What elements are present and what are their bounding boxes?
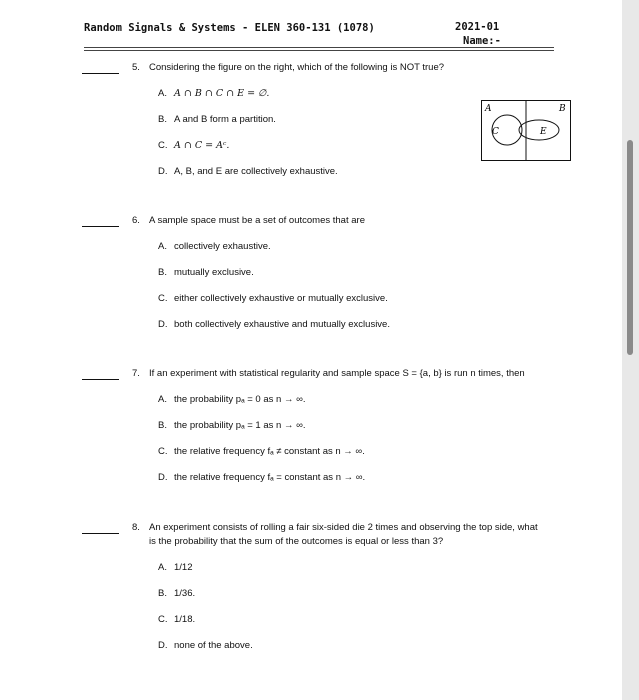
answer-blank — [82, 533, 119, 534]
set-c-label: C — [492, 127, 499, 137]
option-c — [158, 293, 388, 304]
option-text: A ∩ C = Aᶜ. — [174, 140, 230, 151]
option-text: both collectively exhaustive and mutually exclusive. — [174, 319, 390, 330]
option-b — [158, 267, 254, 278]
option-letter: A. — [158, 241, 167, 252]
option-text: the relative frequency fₐ ≠ constant as n → ∞. — [174, 446, 365, 457]
set-b-label: B — [559, 104, 566, 114]
option-letter: C. — [158, 614, 168, 625]
header-rule-top — [84, 47, 554, 48]
vertical-scrollbar[interactable] — [627, 140, 633, 355]
question-number: 7. — [132, 368, 140, 379]
option-letter: C. — [158, 293, 168, 304]
option-letter: C. — [158, 140, 168, 151]
option-text: the probability pₐ = 1 as n → ∞. — [174, 420, 306, 431]
option-b — [158, 420, 306, 431]
option-c — [158, 446, 365, 457]
name-label: Name:- — [463, 35, 501, 47]
option-letter: C. — [158, 446, 168, 457]
option-text: mutually exclusive. — [174, 267, 254, 278]
option-d — [158, 640, 253, 651]
set-a-label: A — [485, 104, 492, 114]
option-text: A and B form a partition. — [174, 114, 276, 125]
option-letter: D. — [158, 166, 168, 177]
option-text: none of the above. — [174, 640, 253, 651]
option-c — [158, 614, 195, 625]
option-letter: B. — [158, 420, 167, 431]
option-text: the probability pₐ = 0 as n → ∞. — [174, 394, 306, 405]
answer-blank — [82, 73, 119, 74]
question-text: Considering the figure on the right, which of the following is NOT true? — [149, 62, 445, 73]
exam-date: 2021-01 — [455, 21, 500, 33]
question-text: If an experiment with statistical regularity and sample space S = {a, b} is run n times, then — [149, 368, 525, 379]
option-letter: D. — [158, 319, 168, 330]
option-text: A, B, and E are collectively exhaustive. — [174, 166, 338, 177]
option-c — [158, 140, 229, 151]
set-e-ellipse — [519, 120, 559, 140]
option-a — [158, 562, 193, 573]
option-text: either collectively exhaustive or mutually exclusive. — [174, 293, 388, 304]
option-text: 1/36. — [174, 588, 196, 599]
option-letter: A. — [158, 562, 167, 573]
question-number: 5. — [132, 62, 140, 73]
venn-diagram — [481, 100, 571, 162]
header-rule-bottom — [84, 50, 554, 51]
option-a — [158, 88, 269, 99]
option-a — [158, 394, 306, 405]
option-letter: D. — [158, 640, 168, 651]
question-number: 8. — [132, 522, 140, 533]
option-letter: B. — [158, 114, 167, 125]
option-d — [158, 319, 390, 330]
option-letter: A. — [158, 88, 167, 99]
option-text: A ∩ B ∩ C ∩ E = ∅. — [174, 88, 270, 99]
name-field — [463, 34, 527, 48]
option-text: 1/12 — [174, 562, 193, 573]
option-d — [158, 166, 338, 177]
option-text: 1/18. — [174, 614, 196, 625]
option-letter: D. — [158, 472, 168, 483]
option-b — [158, 114, 276, 125]
option-letter: A. — [158, 394, 167, 405]
option-letter: B. — [158, 588, 167, 599]
question-text-line-1: An experiment consists of rolling a fair six-sided die 2 times and observing the top side, what — [149, 522, 538, 533]
answer-blank — [82, 226, 119, 227]
header-right — [455, 20, 527, 48]
question-number: 6. — [132, 215, 140, 226]
option-b — [158, 588, 195, 599]
course-title: Random Signals & Systems - ELEN 360-131 (1078) — [84, 22, 375, 34]
option-d — [158, 472, 365, 483]
option-text: collectively exhaustive. — [174, 241, 271, 252]
option-text: the relative frequency fₐ = constant as n → ∞. — [174, 472, 366, 483]
answer-blank — [82, 379, 119, 380]
option-letter: B. — [158, 267, 167, 278]
question-text: A sample space must be a set of outcomes that are — [149, 215, 365, 226]
option-a — [158, 241, 271, 252]
question-text-line-2: is the probability that the sum of the outcomes is equal or less than 3? — [149, 536, 444, 547]
set-e-label: E — [540, 127, 547, 137]
